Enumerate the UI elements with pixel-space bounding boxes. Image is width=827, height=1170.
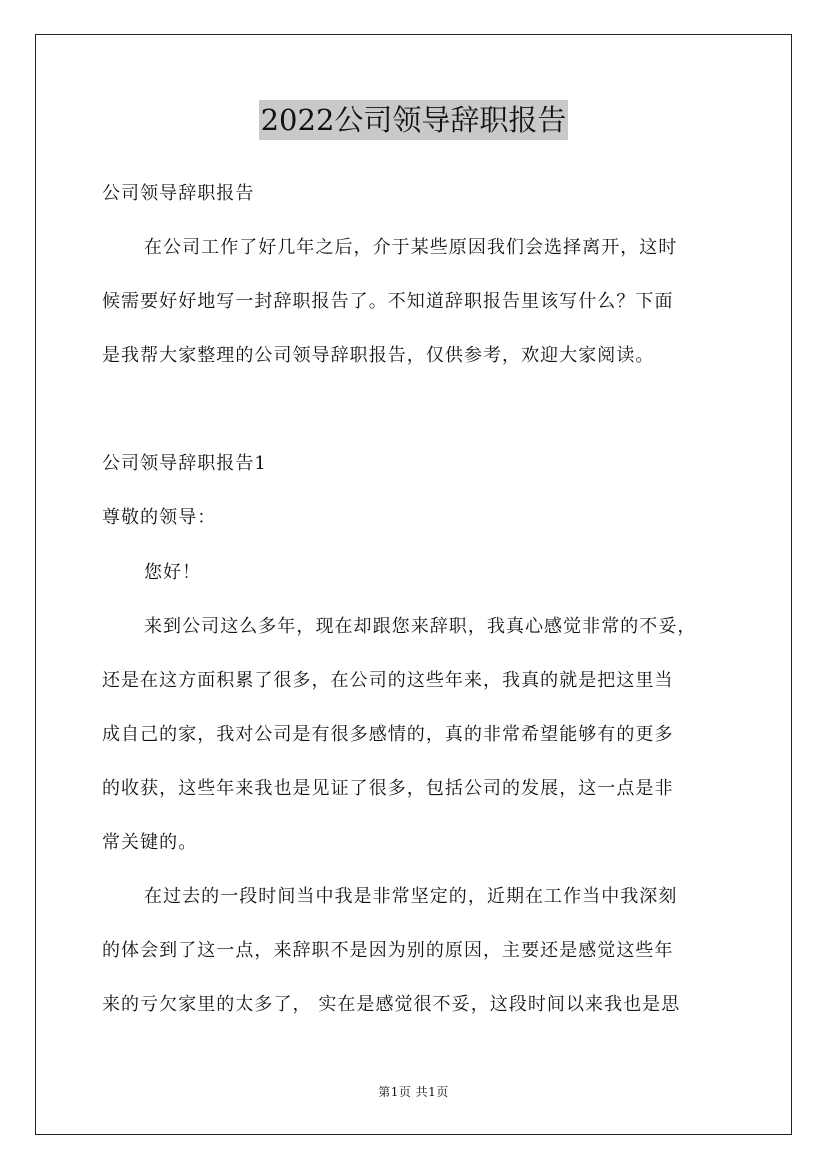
paragraph-1-line-1: 来到公司这么多年，现在却跟您来辞职，我真心感觉非常的不妥， (144, 616, 697, 637)
paragraph-1-line-5: 常关键的。 (102, 832, 198, 853)
intro-line-3: 是我帮大家整理的公司领导辞职报告，仅供参考，欢迎大家阅读。 (102, 345, 655, 366)
report-heading: 公司领导辞职报告1 (102, 453, 267, 474)
paragraph-2-line-2: 的体会到了这一点，来辞职不是因为别的原因，主要还是感觉这些年 (102, 940, 674, 961)
section-heading: 公司领导辞职报告 (102, 183, 255, 204)
greeting: 您好！ (144, 562, 202, 583)
salutation: 尊敬的领导： (102, 507, 217, 528)
paragraph-1-line-4: 的收获，这些年来我也是见证了很多，包括公司的发展，这一点是非 (102, 778, 674, 799)
paragraph-2-line-3: 来的亏欠家里的太多了， 实在是感觉很不妥，这段时间以来我也是思 (102, 994, 681, 1015)
page-footer: 第1页 共1页 (378, 1085, 449, 1099)
paragraph-1-line-2: 还是在这方面积累了很多，在公司的这些年来，我真的就是把这里当 (102, 670, 674, 691)
intro-line-1: 在公司工作了好几年之后，介于某些原因我们会选择离开，这时 (144, 237, 678, 258)
document-title: 2022公司领导辞职报告 (259, 100, 569, 140)
paragraph-1-line-3: 成自己的家，我对公司是有很多感情的，真的非常希望能够有的更多 (102, 724, 674, 745)
paragraph-2-line-1: 在过去的一段时间当中我是非常坚定的，近期在工作当中我深刻 (144, 886, 678, 907)
title-container (0, 100, 827, 140)
intro-line-2: 候需要好好地写一封辞职报告了。不知道辞职报告里该写什么？下面 (102, 291, 674, 312)
